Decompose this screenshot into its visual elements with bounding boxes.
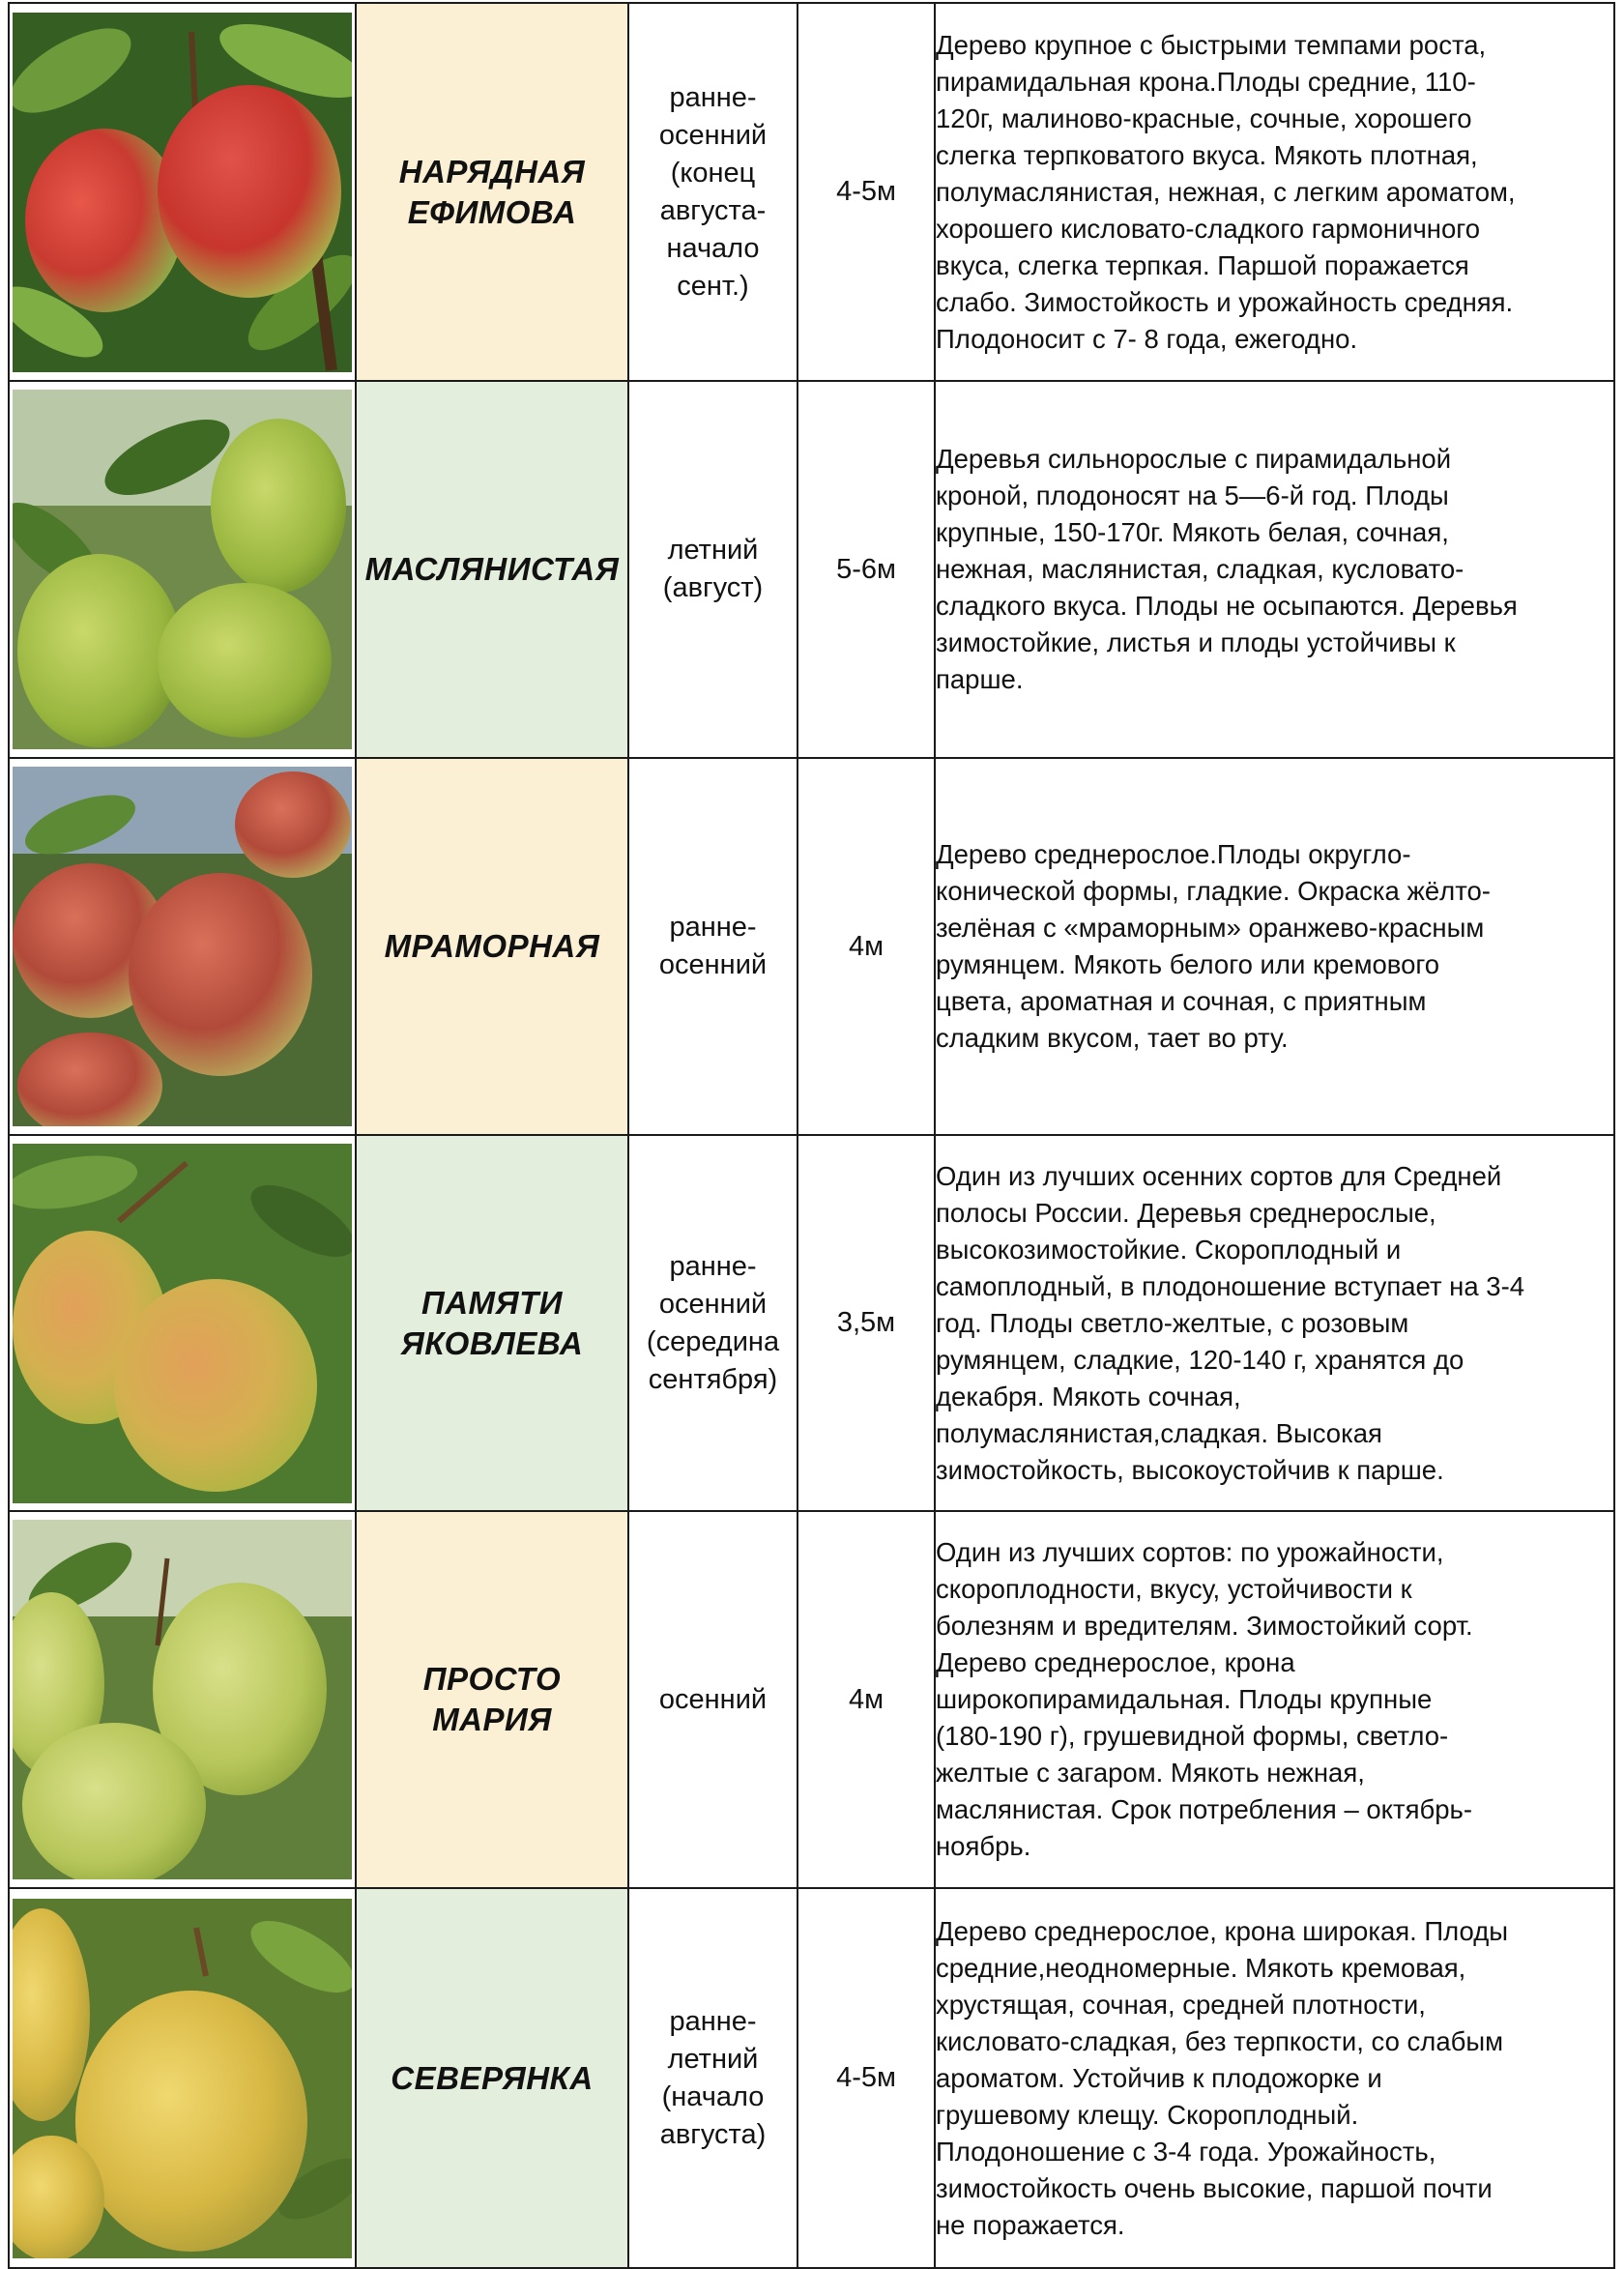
image-cell — [9, 1135, 356, 1511]
variety-description: Деревья сильнорослые с пирамидальной кроной, плодоносят на 5—6-й год. Плоды крупные, 150-170г. Мякоть белая, сочная, нежная, маслянистая, сладкая, кусловато- сладкого вкуса. Плоды не осыпаются. Деревья зимостойкие, листья и плоды устойчивы к парше. — [935, 381, 1614, 758]
table-row — [9, 3, 1614, 381]
green-pears-photo — [13, 390, 352, 749]
table-row — [9, 1135, 1614, 1511]
tree-height: 4-5м — [798, 3, 935, 381]
marbled-red-pears-photo — [13, 767, 352, 1126]
variety-description: Один из лучших сортов: по урожайности, скороплодности, вкусу, устойчивости к болезням и вредителям. Зимостойкий сорт. Дерево среднерослое, крона широкопирамидальная. Плоды крупные (180-190 г), грушевидной формы, светло- желтые с загаром. Мякоть нежная, маслянистая. Срок потребления – октябрь- ноябрь. — [935, 1511, 1614, 1888]
red-green-pears-photo — [13, 13, 352, 372]
image-cell — [9, 3, 356, 381]
table-row — [9, 758, 1614, 1135]
image-cell — [9, 1888, 356, 2268]
table-row — [9, 1511, 1614, 1888]
table-row — [9, 381, 1614, 758]
variety-name: СЕВЕРЯНКА — [356, 1888, 628, 2268]
variety-description: Дерево среднерослое.Плоды округло- конической формы, гладкие. Окраска жёлто- зелёная с «мраморным» оранжево-красным румянцем. Мякоть белого или кремового цвета, ароматная и сочная, с приятным сладким вкусом, тает во рту. — [935, 758, 1614, 1135]
variety-description: Дерево среднерослое, крона широкая. Плоды средние,неодномерные. Мякоть кремовая, хрустящая, сочная, средней плотности, кисловато-сладкая, без терпкости, со слабым ароматом. Устойчив к плодожорке и грушевому клещу. Скороплодный. Плодоношение с 3-4 года. Урожайность, зимостойкость очень высокие, паршой почти не поражается. — [935, 1888, 1614, 2268]
variety-name: МРАМОРНАЯ — [356, 758, 628, 1135]
variety-name: ПРОСТО МАРИЯ — [356, 1511, 628, 1888]
variety-description: Дерево крупное с быстрыми темпами роста, пирамидальная крона.Плоды средние, 110- 120г, малиново-красные, сочные, хорошего слегка терпковатого вкуса. Мякоть плотная, полумаслянистая, нежная, с легким ароматом, хорошего кисловато-сладкого гармоничного вкуса, слегка терпкая. Паршой поражается слабо. Зимостойкость и урожайность средняя. Плодоносит с 7- 8 года, ежегодно. — [935, 3, 1614, 381]
ripening-season: ранне- осенний (конец августа- начало сент.) — [628, 3, 798, 381]
light-green-pears-photo — [13, 1520, 352, 1879]
variety-name: МАСЛЯНИСТАЯ — [356, 381, 628, 758]
tree-height: 5-6м — [798, 381, 935, 758]
ripening-season: ранне- осенний (середина сентября) — [628, 1135, 798, 1511]
variety-name: НАРЯДНАЯ ЕФИМОВА — [356, 3, 628, 381]
tree-height: 4м — [798, 1511, 935, 1888]
yellow-blushed-pears-photo — [13, 1144, 352, 1503]
image-cell — [9, 758, 356, 1135]
table-row — [9, 1888, 1614, 2268]
variety-description: Один из лучших осенних сортов для Средней полосы России. Деревья среднерослые, высокозимостойкие. Скороплодный и самоплодный, в плодоношение вступает на 3-4 год. Плоды светло-желтые, с розовым румянцем, сладкие, 120-140 г, хранятся до декабря. Мякоть сочная, полумаслянистая,сладкая. Высокая зимостойкость, высокоустойчив к парше. — [935, 1135, 1614, 1511]
ripening-season: ранне- летний (начало августа) — [628, 1888, 798, 2268]
ripening-season: осенний — [628, 1511, 798, 1888]
tree-height: 4-5м — [798, 1888, 935, 2268]
tree-height: 4м — [798, 758, 935, 1135]
yellow-pears-photo — [13, 1899, 352, 2258]
image-cell — [9, 381, 356, 758]
ripening-season: летний (август) — [628, 381, 798, 758]
tree-height: 3,5м — [798, 1135, 935, 1511]
variety-name: ПАМЯТИ ЯКОВЛЕВА — [356, 1135, 628, 1511]
pear-varieties-table — [8, 2, 1615, 2269]
image-cell — [9, 1511, 356, 1888]
ripening-season: ранне- осенний — [628, 758, 798, 1135]
